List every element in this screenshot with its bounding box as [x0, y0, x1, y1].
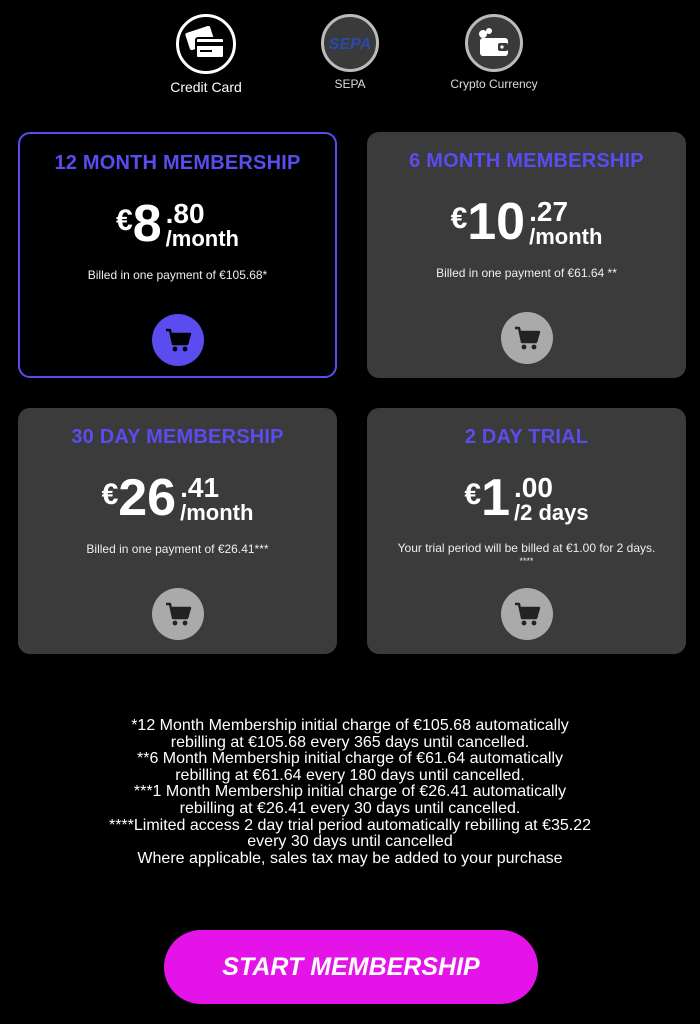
footnote-line: ****Limited access 2 day trial period automatically rebilling at €35.22	[108, 816, 592, 834]
plan-card-2-day-trial[interactable]	[367, 408, 686, 654]
price-period: /month	[165, 226, 239, 251]
footnote-line: **6 Month Membership initial charge of €61.64 automatically	[136, 750, 563, 768]
footnote-line: rebilling at €26.41 every 30 days until cancelled.	[179, 799, 521, 817]
sepa-logo-text: SEPA	[328, 36, 372, 53]
cart-icon[interactable]	[152, 588, 204, 640]
payment-method-selector	[0, 14, 700, 95]
payment-method-credit-card[interactable]	[156, 14, 256, 95]
price-currency: €	[464, 478, 482, 511]
price-cents: .00	[514, 472, 553, 503]
footnote-line: Where applicable, sales tax may be added to your purchase	[137, 849, 563, 867]
plan-card-6-month[interactable]	[367, 132, 686, 378]
billing-note-marker: ****	[519, 556, 534, 566]
plan-title: 30 DAY MEMBERSHIP	[71, 426, 284, 448]
payment-method-label: SEPA	[334, 77, 366, 91]
plan-card-30-day[interactable]	[18, 408, 337, 654]
payment-method-label: Crypto Currency	[450, 77, 538, 91]
billing-note: Billed in one payment of €26.41***	[86, 542, 269, 556]
plan-title: 2 DAY TRIAL	[464, 426, 589, 448]
sepa-logo-icon	[321, 14, 379, 72]
price-period: /2 days	[514, 500, 589, 525]
price-cents: .80	[165, 198, 205, 229]
footnote-line: rebilling at €105.68 every 365 days until cancelled.	[170, 733, 530, 751]
billing-note	[367, 542, 686, 567]
plan-card-12-month[interactable]	[18, 132, 337, 378]
billing-note: Billed in one payment of €105.68*	[87, 268, 268, 282]
price-period: /month	[180, 500, 254, 525]
billing-note-text: Your trial period will be billed at €1.00 for 2 days.	[397, 541, 656, 555]
credit-card-icon	[176, 14, 236, 74]
plan-price	[367, 470, 686, 526]
footnote-line: ***1 Month Membership initial charge of €26.41 automatically	[133, 783, 567, 801]
cart-icon[interactable]	[501, 588, 553, 640]
price-currency: €	[450, 202, 468, 235]
plan-title: 12 MONTH MEMBERSHIP	[54, 152, 301, 174]
price-currency: €	[116, 204, 133, 237]
plan-price	[20, 196, 335, 252]
crypto-wallet-icon	[465, 14, 523, 72]
price-currency: €	[101, 478, 119, 511]
billing-note: Billed in one payment of €61.64 **	[436, 266, 617, 280]
plan-title: 6 MONTH MEMBERSHIP	[409, 150, 644, 172]
payment-method-sepa[interactable]	[300, 14, 400, 95]
start-membership-button[interactable]: START MEMBERSHIP	[164, 930, 538, 1004]
price-whole: 8	[132, 195, 162, 253]
price-cents: .27	[529, 196, 569, 227]
plan-price	[367, 194, 686, 250]
price-whole: 10	[467, 193, 526, 251]
plan-price	[18, 470, 337, 526]
payment-method-crypto[interactable]	[444, 14, 544, 95]
footnote-line: *12 Month Membership initial charge of €105.68 automatically	[131, 717, 569, 734]
footnote-line: rebilling at €61.64 every 180 days until cancelled.	[175, 766, 525, 784]
price-period: /month	[529, 224, 603, 249]
payment-method-label: Credit Card	[170, 79, 242, 95]
price-whole: 1	[481, 469, 510, 527]
price-whole: 26	[118, 469, 177, 527]
cart-icon[interactable]	[152, 314, 204, 366]
cart-icon[interactable]	[501, 312, 553, 364]
price-cents: .41	[180, 472, 220, 503]
footnote-line: every 30 days until cancelled	[247, 833, 453, 851]
terms-footnotes	[20, 718, 680, 867]
